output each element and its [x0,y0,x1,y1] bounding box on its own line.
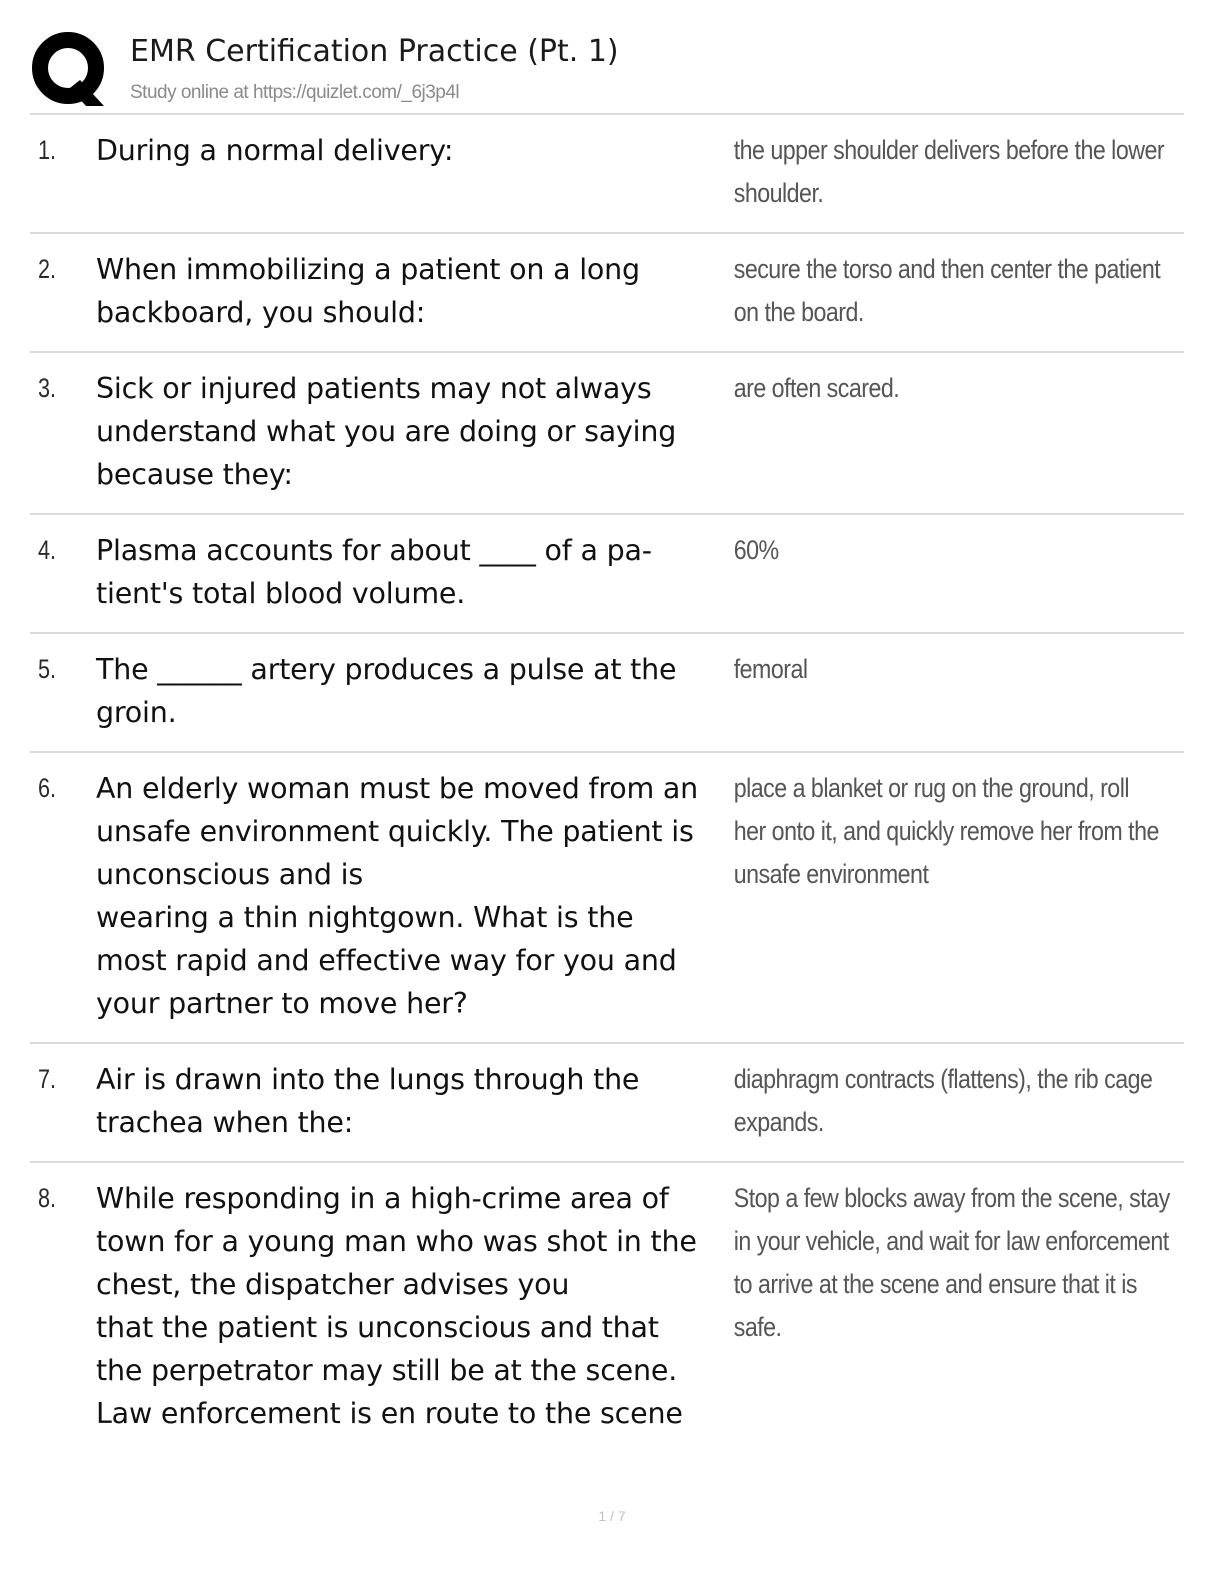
card-number: 7. [38,1064,57,1094]
definition-line: her onto it, and quickly remove her from the [733,816,1159,846]
card-term [96,529,732,615]
page-number: 1 / 7 [598,1508,626,1524]
card-definition [732,767,1159,1025]
term-line: because they: [96,458,293,491]
card-term [96,767,732,1025]
term-line: The ______ artery produces a pulse at the [96,653,677,686]
card-term [96,1058,732,1144]
card-number: 8. [38,1183,57,1213]
term-line: While responding in a high-crime area of [96,1182,669,1215]
study-link-text: Study online at https://quizlet.com/_6j3p4l [130,82,460,103]
term-line: town for a young man who was shot in the [96,1225,697,1258]
flashcard-row [30,115,1184,234]
term-line: Sick or injured patients may not always [96,372,652,405]
term-line: the perpetrator may still be at the scene. [96,1354,678,1387]
definition-line: 60% [733,535,779,565]
term-line: understand what you are doing or saying [96,415,677,448]
term-line: trachea when the: [96,1106,354,1139]
definition-line: Stop a few blocks away from the scene, stay [733,1183,1170,1213]
flashcard-row [30,634,1184,753]
card-definition [732,648,1121,734]
flashcard-row [30,1163,1184,1452]
card-term [96,367,732,496]
term-line: unsafe environment quickly. The patient is [96,815,694,848]
set-title: EMR Certification Practice (Pt. 1) [130,34,619,69]
term-line: backboard, you should: [96,296,426,329]
term-line: unconscious and is [96,858,363,891]
definition-line: to arrive at the scene and ensure that it is [733,1269,1137,1299]
term-line: wearing a thin nightgown. What is the [96,901,634,934]
page-header [30,28,1186,114]
card-term [96,129,732,215]
definition-line: safe. [733,1312,782,1342]
term-line: that the patient is unconscious and that [96,1311,659,1344]
card-number: 2. [38,254,57,284]
term-line: Air is drawn into the lungs through the [96,1063,640,1096]
definition-line: femoral [733,654,808,684]
term-line: Law enforcement is en route to the scene [96,1397,683,1430]
card-term [96,1177,732,1435]
term-line: During a normal delivery: [96,134,454,167]
card-definition [732,1177,1170,1435]
card-number: 6. [38,773,57,803]
card-definition [732,529,1121,615]
definition-line: expands. [733,1107,824,1137]
term-line: groin. [96,696,177,729]
card-number: 3. [38,373,57,403]
card-term [96,248,732,334]
definition-line: diaphragm contracts (flattens), the rib cage [733,1064,1153,1094]
card-definition [732,367,1121,496]
card-definition [732,1058,1152,1144]
quizlet-logo-icon [30,30,110,110]
flashcard-row [30,1044,1184,1163]
flashcard-row [30,353,1184,515]
flashcard-row [30,515,1184,634]
definition-line: secure the torso and then center the patient [733,254,1161,284]
term-line: When immobilizing a patient on a long [96,253,640,286]
definition-line: on the board. [733,297,864,327]
term-line: chest, the dispatcher advises you [96,1268,570,1301]
flashcard-list [30,115,1184,1452]
term-line: An elderly woman must be moved from an [96,772,699,805]
term-line: most rapid and effective way for you and [96,944,677,977]
definition-line: shoulder. [733,178,824,208]
definition-line: place a blanket or rug on the ground, roll [733,773,1129,803]
term-line: Plasma accounts for about ____ of a pa- [96,534,652,567]
card-number: 4. [38,535,57,565]
card-number: 5. [38,654,57,684]
card-term [96,648,732,734]
definition-line: in your vehicle, and wait for law enforcement [733,1226,1169,1256]
definition-line: are often scared. [733,373,900,403]
flashcard-row [30,234,1184,353]
definition-line: unsafe environment [733,859,929,889]
card-number: 1. [38,135,57,165]
card-definition [732,248,1160,334]
term-line: your partner to move her? [96,987,468,1020]
definition-line: the upper shoulder delivers before the lower [733,135,1165,165]
card-definition [732,129,1164,215]
term-line: tient's total blood volume. [96,577,466,610]
flashcard-row [30,753,1184,1044]
